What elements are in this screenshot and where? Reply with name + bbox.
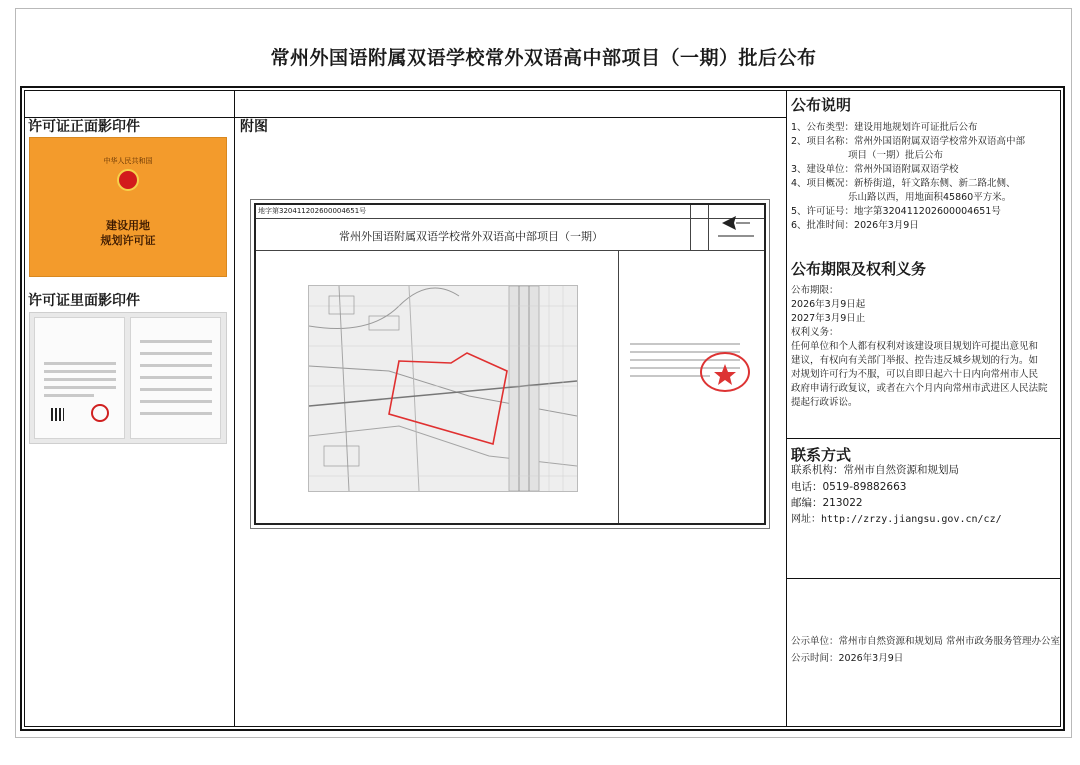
publish-unit: 公示单位：常州市自然资源和规划局 常州市政务服务管理办公室 [791,636,1061,647]
cover-org-text: 中华人民共和国 [103,157,153,165]
permit-front-image [29,137,227,277]
contact-org: 联系机构：常州市自然资源和规划局 [791,464,959,476]
rights-line: 公布期限： [791,285,839,296]
permit-page-left [34,317,125,439]
north-arrow-icon [716,206,756,240]
rights-line: 2027年3月9日止 [791,313,866,324]
rights-line: 对规划许可行为不服，可以自即日起六十日内向常州市人民 [791,369,1039,380]
drawing-number: 地字第320411202600004651号 [258,207,367,215]
notice-item: 1、公布类型：建设用地规划许可证批后公布 [791,122,978,133]
site-map-graphic [309,286,577,491]
rights-line: 2026年3月9日起 [791,299,866,310]
contact-heading: 联系方式 [791,446,852,464]
contact-rule [786,578,1061,579]
drawing-title: 常州外国语附属双语学校常外双语高中部项目（一期） [339,230,603,243]
contact-website: 网址：http://zrzy.jiangsu.gov.cn/cz/ [791,513,1002,525]
rights-line: 权利义务： [791,327,839,338]
permit-page-right [130,317,221,439]
site-map [308,285,578,492]
rights-rule [786,438,1061,439]
national-emblem-icon [117,169,139,191]
contact-phone: 电话：0519-89882663 [791,480,907,493]
notice-item: 6、批准时间：2026年3月9日 [791,220,919,231]
cover-title [30,218,226,248]
notice-item: 乐山路以西，用地面积45860平方米。 [791,192,1012,203]
contact-postcode: 邮编：213022 [791,497,863,509]
attachment-label: 附图 [240,119,268,135]
notice-item: 2、项目名称：常州外国语附属双语学校常外双语高中部 [791,136,1026,147]
publish-time: 公示时间：2026年3月9日 [791,653,904,664]
cover-title-line1: 建设用地 [106,219,150,232]
page-title: 常州外国语附属双语学校常外双语高中部项目（一期）批后公布 [270,47,817,69]
qr-code-icon [51,408,64,421]
contact-block [791,462,1002,528]
notice-list [791,121,1053,233]
rights-text [791,284,1053,410]
rights-line: 政府申请行政复议，或者在六个月内向常州市武进区人民法院 [791,383,1048,394]
notice-item: 3、建设单位：常州外国语附属双语学校 [791,164,959,175]
rights-heading: 公布期限及权利义务 [791,260,927,278]
permit-back-label: 许可证里面影印件 [28,293,140,309]
permit-front-label: 许可证正面影印件 [28,119,140,135]
notice-item: 项目（一期）批后公布 [791,150,944,161]
notice-heading: 公布说明 [791,96,852,114]
rights-line: 建议，有权向有关部门举报、控告违反城乡规划的行为。如 [791,355,1039,366]
seal-icon [91,404,109,422]
notice-item: 4、项目概况：新桥街道，轩文路东侧、新二路北侧、 [791,178,1016,189]
rights-line: 任何单位和个人都有权利对该建设项目规划许可提出意见和 [791,341,1039,352]
permit-back-image [29,312,227,444]
rights-line: 提起行政诉讼。 [791,397,858,408]
column-divider-left [234,90,235,727]
column-divider-right [786,90,787,727]
notice-item: 5、许可证号：地字第320411202600004651号 [791,206,1001,217]
cover-title-line2: 规划许可证 [100,234,156,247]
approval-stamp-icon [700,352,750,392]
